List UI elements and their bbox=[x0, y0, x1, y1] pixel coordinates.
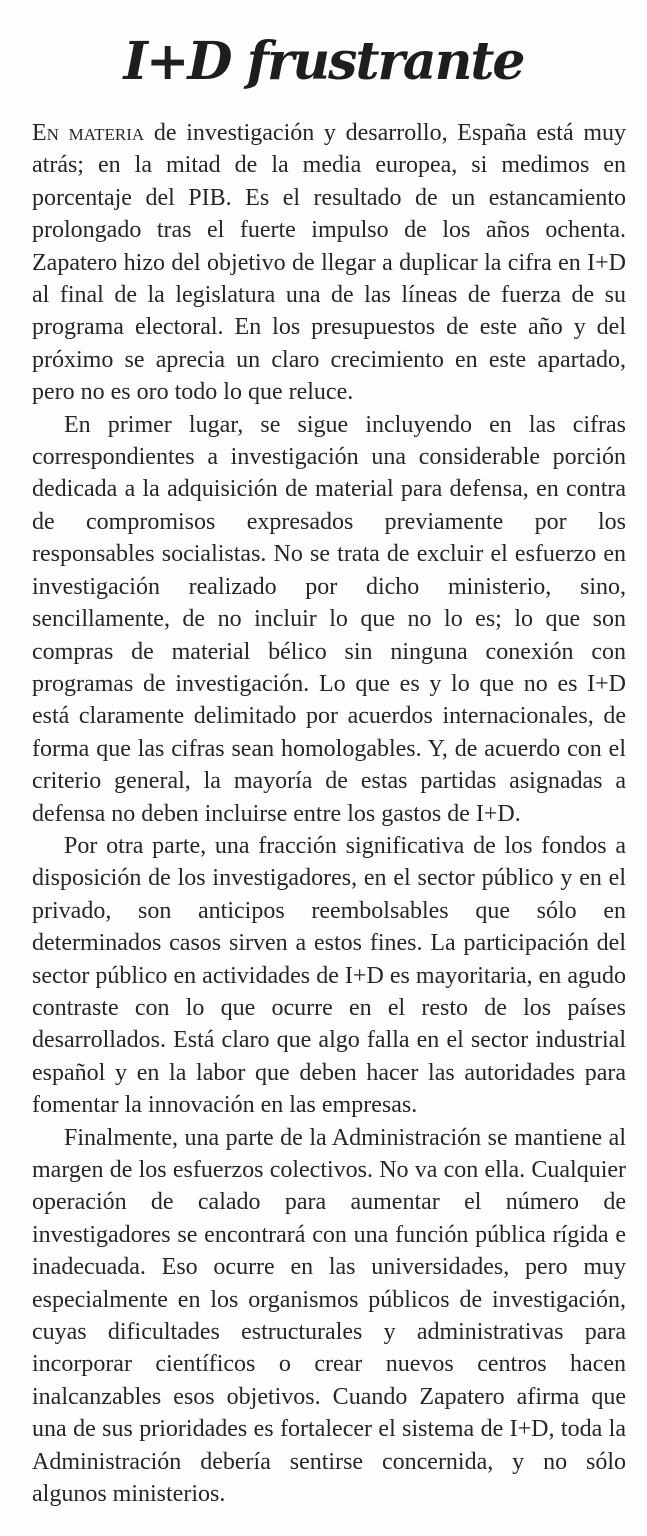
article-paragraph-1 bbox=[32, 117, 626, 409]
article-body bbox=[32, 117, 626, 1510]
lead-smallcaps: En materia bbox=[32, 120, 145, 146]
article-paragraph-2: En primer lugar, se sigue incluyendo en las cifras correspondientes a investigación una considerable porción dedicada a la adquisición de material para defensa, en contra de compromisos expresados previamente por los responsables socialistas. No se trata de excluir el esfuerzo en investigación realizado por dicho ministerio, sino, sencillamente, de no incluir lo que no lo es; lo que son compras de material bélico sin ninguna conexión con programas de investigación. Lo que es y lo que no es I+D está claramente delimitado por acuerdos internacionales, de forma que las cifras sean homologables. Y, de acuerdo con el criterio general, la mayoría de estas partidas asignadas a defensa no deben incluirse entre los gastos de I+D. bbox=[32, 411, 626, 827]
article-headline: I+D frustrante bbox=[123, 31, 524, 92]
article-paragraph-3: Por otra parte, una fracción significativa de los fondos a disposición de los investigadores, en el sector público y en el privado, son anticipos reembolsables que sólo en determinados casos sirven a estos fines. La participación del sector público en actividades de I+D es mayoritaria, en agudo contraste con lo que ocurre en el resto de los países desarrollados. Está claro que algo falla en el sector industrial español y en la labor que deben hacer las autoridades para fomentar la innovación en las empresas. bbox=[32, 832, 626, 1119]
article-paragraph-4: Finalmente, una parte de la Administración se mantiene al margen de los esfuerzos colectivos. No va con ella. Cualquier operación de calado para aumentar el número de investigadores se encontrará con una función pública rígida e inadecuada. Eso ocurre en las universidades, pero muy especialmente en los organismos públicos de investigación, cuyas dificultades estructurales y administrativas para incorporar científicos o crear nuevos centros hacen inalcanzables esos objetivos. Cuando Zapatero afirma que una de sus prioridades es fortalecer el sistema de I+D, toda la Administración debería sentirse concernida, y no sólo algunos ministerios. bbox=[32, 1124, 626, 1508]
paragraph-1-text: de investigación y desarrollo, España está muy atrás; en la mitad de la media europea, si medimos en porcentaje del PIB. Es el resultado de un estancamiento prolongado tras el fuerte impulso de los años ochenta. Zapatero hizo del objetivo de llegar a duplicar la cifra en I+D al final de la legislatura una de las líneas de fuerza de su programa electoral. En los presupuestos de este año y del próximo se aprecia un claro crecimiento en este apartado, pero no es oro todo lo que reluce. bbox=[32, 120, 626, 406]
